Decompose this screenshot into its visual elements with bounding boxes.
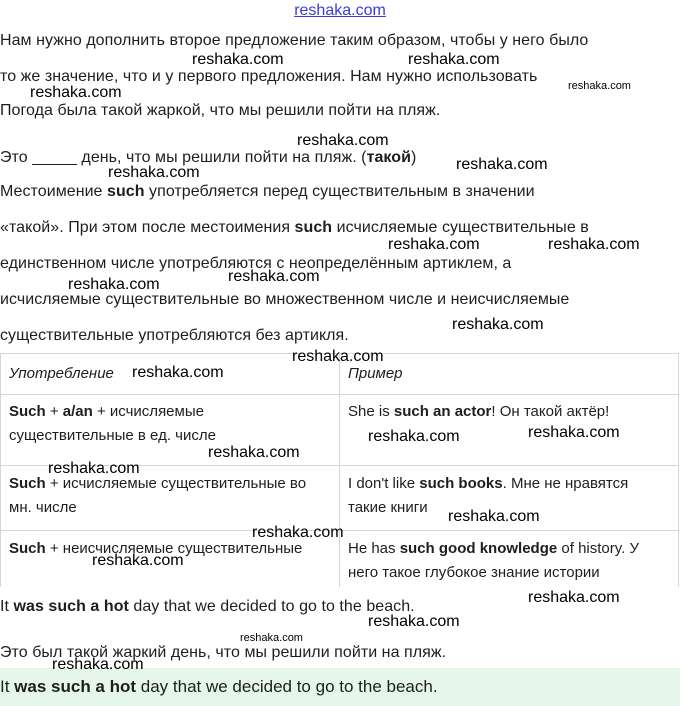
usage-text: + (45, 403, 63, 420)
watermark: reshaka.com (368, 613, 460, 630)
gap-hint: такой (366, 149, 411, 166)
watermark: reshaka.com (48, 460, 140, 477)
watermark: reshaka.com (548, 236, 640, 253)
answer-text: It (0, 677, 15, 696)
result-english (0, 598, 415, 616)
watermark: reshaka.com (30, 84, 122, 101)
example-text: . Мне не нравятся (502, 475, 629, 492)
example-highlight: such books (419, 475, 503, 492)
watermark: reshaka.com (208, 444, 300, 461)
usage-article: a/an (62, 403, 93, 420)
example-text: ! Он такой актёр! (491, 403, 610, 420)
rule-line-2 (0, 219, 589, 237)
watermark: reshaka.com (388, 236, 480, 253)
example-text: такие книги (348, 499, 428, 516)
watermark: reshaka.com (132, 364, 224, 381)
usage-text: мн. числе (9, 499, 77, 516)
usage-text: + исчисляемые (92, 403, 204, 420)
example-highlight: such good knowledge (399, 540, 558, 557)
usage-text: существительные в ед. числе (9, 427, 216, 444)
rule-line-3: единственном числе употребляются с неопределённым артиклем, а (0, 255, 512, 272)
explanation-line-2: то же значение, что и у первого предложения. Нам нужно использовать (0, 68, 538, 85)
usage-keyword: Such (9, 475, 46, 492)
watermark: reshaka.com (528, 589, 620, 606)
watermark: reshaka.com (452, 316, 544, 333)
rule-line-5: существительные употребляются без артикля. (0, 327, 349, 344)
watermark: reshaka.com (92, 552, 184, 569)
watermark: reshaka.com (368, 428, 460, 445)
watermark: reshaka.com (240, 632, 303, 644)
watermark: reshaka.com (68, 276, 160, 293)
gap-sentence-text: Это _____ день, что мы решили пойти на пляж. ( (0, 149, 367, 166)
answer-highlight: was such a hot (14, 677, 137, 696)
watermark: reshaka.com (408, 51, 500, 68)
rule-text: исчисляемые существительные в (332, 219, 589, 236)
example-text: I don't like (348, 475, 420, 492)
original-sentence: Погода была такой жаркой, что мы решили пойти на пляж. (0, 102, 441, 119)
rule-text: Местоимение (0, 183, 108, 200)
watermark: reshaka.com (292, 348, 384, 365)
usage-keyword: Such (9, 540, 46, 557)
site-link[interactable]: reshaka.com (294, 2, 386, 19)
result-text: It (0, 598, 14, 615)
rule-line-1 (0, 183, 535, 201)
watermark: reshaka.com (252, 524, 344, 541)
watermark: reshaka.com (297, 132, 389, 149)
usage-text: + неисчисляемые существительные (45, 540, 303, 557)
watermark: reshaka.com (528, 424, 620, 441)
example-highlight: such an actor (393, 403, 492, 420)
result-translation: Это был такой жаркий день, что мы решили пойти на пляж. (0, 644, 447, 661)
rule-keyword: such (107, 183, 145, 200)
rule-keyword: such (294, 219, 333, 236)
header-example: Пример (340, 354, 679, 395)
gap-close: ) (410, 149, 417, 166)
header-usage: Употребление (1, 354, 340, 395)
watermark: reshaka.com (568, 80, 631, 92)
watermark: reshaka.com (192, 51, 284, 68)
example-text: него такое глубокое знание истории (348, 564, 600, 581)
example-text: She is (348, 403, 394, 420)
watermark: reshaka.com (52, 656, 144, 673)
rule-text: употребляется перед существительным в значении (144, 183, 535, 200)
result-highlight: was such a hot (13, 598, 129, 615)
usage-text: + исчисляемые существительные во (45, 475, 307, 492)
watermark: reshaka.com (228, 268, 320, 285)
rule-line-4: исчисляемые существительные во множественном числе и неисчисляемые (0, 291, 570, 308)
watermark: reshaka.com (456, 156, 548, 173)
example-text: of history. У (557, 540, 639, 557)
usage-keyword: Such (9, 403, 46, 420)
explanation-line-1: Нам нужно дополнить второе предложение таким образом, чтобы у него было (0, 32, 589, 49)
rule-text: «такой». При этом после местоимения (0, 219, 295, 236)
gap-sentence (0, 149, 416, 167)
watermark: reshaka.com (448, 508, 540, 525)
result-text: day that we decided to go to the beach. (128, 598, 415, 615)
example-text: He has (348, 540, 400, 557)
answer-text: day that we decided to go to the beach. (136, 677, 438, 696)
example-cell (340, 531, 679, 588)
watermark: reshaka.com (108, 164, 200, 181)
